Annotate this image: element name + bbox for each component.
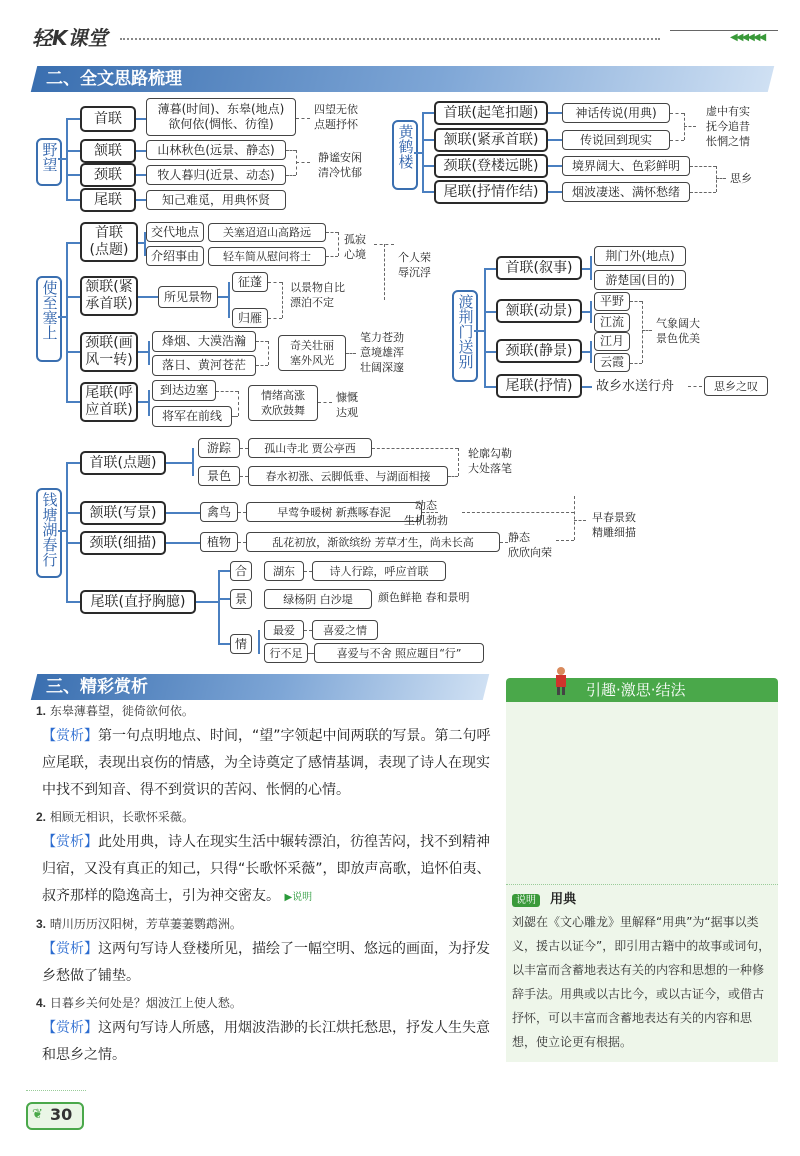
huanghe-stem: [414, 152, 422, 154]
yewang-l1a: 薄暮(时间)、东皋(地点): [157, 102, 285, 116]
yewang-d2: [286, 150, 296, 151]
qiantang-c2: [166, 512, 200, 514]
item-1-tag: 【赏析】: [42, 728, 98, 744]
qiantang-d13: [304, 571, 312, 572]
shizhi-b2: [66, 296, 80, 298]
qiantang-stem: [58, 530, 66, 532]
qiantang-l3b: 乱花初放，渐欲缤纷 芳草才生，尚未长高: [246, 532, 500, 552]
qiantang-b2: [66, 512, 80, 514]
songbie-l3b: 云霞: [594, 353, 630, 372]
qiantang-c4c: [218, 643, 230, 645]
item-2-note: 说明: [292, 892, 313, 903]
item-4-tag: 【赏析】: [42, 1020, 98, 1036]
shizhi-n4: [278, 335, 346, 371]
songbie-spine: [484, 268, 486, 386]
shizhi-d6: [268, 282, 282, 283]
shizhi-l2c: 归雁: [232, 308, 268, 328]
shizhi-c3: [138, 351, 148, 353]
shizhi-d7: [268, 318, 282, 319]
side-header: [512, 888, 576, 907]
qiantang-l4a: 合: [230, 561, 252, 581]
shizhi-n1: 孤寂 心境: [344, 233, 366, 261]
item-3-num: 3.: [36, 917, 47, 931]
shizhi-l2b: 征蓬: [232, 272, 268, 292]
huanghe-l1a: 神话传说(用典): [562, 103, 670, 123]
shizhi-d1: [326, 232, 338, 233]
item-3-tag: 【赏析】: [42, 941, 98, 957]
huanghe-l1: 首联(起笔扣题): [434, 101, 548, 125]
item-2-text: 此处用典，诗人在现实生活中辗转漂泊，彷徨苦闷，找不到精神归宿，又没有真正的知己，只得“长歌怀采薇”，即放声高歌，追怀伯夷、叔齐那样的隐逸高士，引为神交密友。: [42, 834, 491, 904]
shizhi-l2a: 所见景物: [158, 286, 218, 308]
qiantang-l4c: 情: [230, 634, 252, 654]
songbie-l4a: 故乡水送行舟: [596, 378, 675, 393]
huanghe-d1: [670, 113, 684, 114]
yewang-l2a: 山林秋色(远景、静态): [146, 140, 286, 160]
shizhi-title: 使至塞上: [36, 276, 62, 362]
huanghe-d6: [690, 192, 716, 193]
shizhi-l1: 首联 (点题): [80, 222, 138, 262]
songbie-n1: 气象阔大 景色优美: [656, 317, 700, 345]
songbie-b1: [484, 268, 496, 270]
songbie-d2: [630, 363, 642, 364]
huanghe-n2: 思乡: [730, 172, 752, 185]
yewang-l1: 首联: [80, 106, 136, 132]
yewang-n2: 静谧安闲 清冷忧郁: [318, 151, 362, 179]
item-2-note-link[interactable]: ▶说明: [284, 892, 313, 903]
item-2-quote: 相顾无相识，长歌怀采薇。: [49, 810, 194, 824]
huanghe-c4: [548, 191, 562, 193]
shizhi-d2: [326, 256, 338, 257]
shizhi-b1: [66, 242, 80, 244]
item-3-text: 这两句写诗人登楼所见，描绘了一幅空明、悠远的画面，为抒发乡愁做了铺垫。: [42, 941, 490, 984]
songbie-c4: [582, 386, 592, 388]
qiantang-c1v: [192, 448, 194, 476]
section3-title: 三、精彩赏析: [31, 674, 489, 700]
songbie-c2v: [590, 301, 592, 323]
songbie-l1b: 游楚国(目的): [594, 270, 686, 290]
yewang-l1b: 欲何依(惆怅、彷徨): [168, 117, 274, 131]
shizhi-l4: 尾联(呼 应首联): [80, 382, 138, 422]
songbie-title: 渡荆门送别: [452, 290, 478, 382]
qiantang-l4: 尾联(直抒胸臆): [80, 590, 196, 614]
qiantang-c3: [166, 542, 200, 544]
qiantang-c4b: [218, 598, 230, 600]
shizhi-l3a: 烽烟、大漠浩瀚: [152, 331, 256, 352]
qiantang-l4k: 喜爱与不舍 照应题目“行”: [314, 643, 484, 663]
qiantang-l3: 颈联(细描): [80, 531, 166, 555]
shizhi-n6-text: 情绪高涨 欢欣鼓舞: [261, 389, 305, 417]
huanghe-d5: [690, 166, 716, 167]
yewang-l1-box: [146, 98, 296, 136]
qiantang-n1: 轮廓勾勒 大处落笔: [468, 447, 512, 475]
huanghe-d8: [716, 178, 726, 179]
qiantang-l4f: 绿杨阴 白沙堤: [264, 589, 372, 609]
yewang-c4: [136, 199, 146, 201]
yewang-stem: [58, 158, 66, 160]
yewang-l4a: 知己难觅，用典怀贤: [146, 190, 286, 210]
item-1: [36, 702, 496, 804]
qiantang-c1: [166, 462, 192, 464]
shizhi-l4a: 到达边塞: [152, 380, 216, 401]
side-banner-text: 引趣·激思·结法: [586, 681, 686, 699]
item-4-num: 4.: [36, 996, 47, 1010]
qiantang-c4v: [218, 570, 220, 644]
songbie-l2: 颔联(动景): [496, 299, 582, 323]
shizhi-n3: 以景物自比 漂泊不定: [290, 281, 345, 309]
shizhi-n5: 笔力苍劲 意境雄浑 壮阔深邃: [360, 331, 404, 374]
shizhi-d9: [256, 341, 268, 342]
huanghe-l3: 颈联(登楼远眺): [434, 154, 548, 178]
item-1-num: 1.: [36, 704, 47, 718]
side-banner: [506, 678, 778, 702]
qiantang-d5: [238, 512, 246, 513]
qiantang-l4d: 湖东: [264, 561, 304, 581]
shizhi-b3: [66, 351, 80, 353]
header-logo: [32, 22, 108, 51]
songbie-b3: [484, 351, 496, 353]
page-number: 30: [50, 1105, 73, 1124]
page-number-box: [26, 1102, 84, 1130]
songbie-l4: 尾联(抒情): [496, 374, 582, 398]
huanghe-spine: [422, 112, 424, 192]
qiantang-n3: 静态 欣欣向荣: [508, 531, 552, 559]
qiantang-l4b: 景: [230, 589, 252, 609]
shizhi-d16: [318, 402, 332, 403]
yewang-spine: [66, 118, 68, 200]
huanghe-l2a: 传说回到现实: [562, 130, 670, 150]
qiantang-d2: [372, 448, 458, 449]
yewang-d1: [296, 118, 310, 119]
qiantang-l1: 首联(点题): [80, 451, 166, 475]
huanghe-b4: [422, 191, 434, 193]
yewang-c1: [136, 118, 146, 120]
yewang-b2: [66, 150, 80, 152]
item-3-quote: 晴川历历汉阳树，芳草萋萋鹦鹉洲。: [49, 917, 242, 931]
shizhi-l4b: 将军在前线: [152, 406, 232, 427]
header-arrows-icon: ◀◀◀◀◀◀: [730, 32, 765, 43]
huanghe-n1: 虚中有实 抚今追昔 怅惘之情: [706, 105, 750, 148]
yewang-title: 野望: [36, 138, 62, 186]
songbie-b2: [484, 311, 496, 313]
appreciation-list: [36, 702, 496, 1069]
yewang-l3: 颈联: [80, 163, 136, 187]
huanghe-b3: [422, 165, 434, 167]
item-1-quote: 东皋薄暮望，徙倚欲何依。: [49, 704, 194, 718]
qiantang-d12: [574, 520, 586, 521]
shizhi-l3: 颈联(画 风一转): [80, 332, 138, 372]
huanghe-l4a: 烟波凄迷、满怀愁绪: [562, 182, 690, 202]
item-3: [36, 915, 496, 990]
qiantang-l4h: 最爱: [264, 620, 304, 640]
qiantang-l4g: 颜色鲜艳 春和景明: [378, 591, 470, 604]
item-4-text: 这两句写诗人所感，用烟波浩渺的长江烘托愁思，抒发人生失意和思乡之情。: [42, 1020, 490, 1063]
shizhi-spine: [66, 242, 68, 402]
yewang-l2: 颔联: [80, 139, 136, 163]
qiantang-b1: [66, 462, 80, 464]
shizhi-l3b: 落日、黄河苍茫: [152, 355, 256, 376]
qiantang-l4j: 行不足: [264, 643, 308, 663]
item-4: [36, 994, 496, 1069]
shizhi-n4-text: 奇关壮丽 塞外风光: [290, 339, 334, 367]
item-1-text: 第一句点明地点、时间，“望”字领起中间两联的写景。第二句呼应尾联，表现出哀伤的情感，为全诗奠定了感情基调，表现了诗人在现实中找不到知音、得不到赏识的苦闷、怅惘的心情。: [42, 728, 491, 798]
shizhi-d15: [238, 391, 239, 416]
shizhi-c4: [138, 401, 148, 403]
huanghe-l4: 尾联(抒情作结): [434, 180, 548, 204]
person-icon: [552, 666, 570, 696]
yewang-d3: [286, 175, 296, 176]
songbie-c1v: [590, 256, 592, 280]
qiantang-d10: [556, 540, 574, 541]
yewang-c2: [136, 150, 146, 152]
huanghe-b2: [422, 139, 434, 141]
side-title: 用典: [550, 892, 577, 907]
yewang-c3: [136, 174, 146, 176]
shizhi-l2: 颔联(紧 承首联): [80, 276, 138, 316]
shizhi-n2: 个人荣 辱沉浮: [398, 251, 431, 279]
item-2: [36, 808, 496, 911]
qiantang-l1a: 游踪: [198, 438, 240, 458]
shizhi-b4: [66, 401, 80, 403]
qiantang-l2: 颔联(写景): [80, 501, 166, 525]
shizhi-n7: 慷慨 达观: [336, 391, 358, 419]
huanghe-d4: [684, 126, 696, 127]
shizhi-d8: [282, 282, 283, 318]
qiantang-d14: [304, 630, 312, 631]
huanghe-c2: [548, 139, 562, 141]
shizhi-c2b: [218, 296, 228, 298]
huanghe-b1: [422, 112, 434, 114]
side-panel-border: [506, 884, 778, 885]
qiantang-d11: [574, 496, 575, 540]
qiantang-d1b: [240, 476, 248, 477]
songbie-d5: [688, 386, 702, 387]
songbie-c1: [582, 268, 590, 270]
shizhi-d12: [346, 353, 356, 354]
yewang-b4: [66, 199, 80, 201]
qiantang-title: 钱塘湖春行: [36, 488, 62, 578]
shizhi-c2: [138, 296, 158, 298]
qiantang-c4a: [218, 570, 230, 572]
shizhi-l1c: 关塞迢迢山高路远: [208, 223, 326, 242]
yewang-l3a: 牧人暮归(近景、动态): [146, 165, 286, 185]
songbie-d1: [630, 301, 642, 302]
item-2-num: 2.: [36, 810, 47, 824]
shizhi-l1b: 介绍事由: [146, 246, 204, 266]
songbie-c3: [582, 351, 590, 353]
songbie-b4: [484, 386, 496, 388]
huanghe-c1: [548, 112, 562, 114]
yewang-b1: [66, 118, 80, 120]
songbie-l1: 首联(叙事): [496, 256, 582, 280]
songbie-c2: [582, 311, 590, 313]
qiantang-l1b: 景色: [198, 466, 240, 486]
huanghe-title: 黄鹤楼: [392, 120, 418, 190]
section2-title: 二、全文思路梳理: [31, 66, 774, 92]
shizhi-l1d: 轻车简从慰问将士: [208, 247, 326, 266]
shizhi-d11: [268, 341, 269, 365]
songbie-n2: 思乡之叹: [704, 376, 768, 396]
qiantang-b4: [66, 601, 80, 603]
qiantang-d7: [238, 542, 246, 543]
side-text: 刘勰在《文心雕龙》里解释“用典”为“据事以类义，援古以证今”，即引用古籍中的故事或词句，以丰富而含蓄地表达有关的内容和思想的一种修辞手法。用典或以古比今，或以古证今，或借古抒怀，可以丰富而含蓄地表达有关的内容和思想，使立论更有根据。: [512, 915, 771, 1049]
qiantang-c5v: [258, 630, 260, 654]
yewang-l4: 尾联: [80, 188, 136, 212]
qiantang-l2a: 禽鸟: [200, 502, 238, 522]
qiantang-d9: [462, 512, 574, 513]
shizhi-c4v: [148, 390, 150, 416]
header-dotted-rule: [120, 38, 660, 40]
qiantang-n2: 动态 生机勃勃: [404, 499, 448, 527]
huanghe-c3: [548, 165, 562, 167]
songbie-c3v: [590, 341, 592, 363]
songbie-d4: [642, 330, 652, 331]
qiantang-d3: [448, 476, 458, 477]
qiantang-d1a: [240, 448, 248, 449]
shizhi-l1a: 交代地点: [146, 222, 204, 242]
shizhi-c2v: [228, 282, 230, 318]
qiantang-l4e: 诗人行踪，呼应首联: [312, 561, 446, 581]
qiantang-l1d: 春水初涨、云脚低垂、与湖面相接: [248, 466, 448, 486]
leaf-icon: ❦: [32, 1107, 43, 1122]
songbie-stem: [474, 330, 484, 332]
item-4-quote: 日暮乡关何处是？烟波江上使人愁。: [49, 996, 242, 1010]
header-rule: [670, 30, 778, 31]
shizhi-n6: [248, 385, 318, 421]
shizhi-d14: [232, 416, 238, 417]
huanghe-l3a: 境界阔大、色彩鲜明: [562, 156, 690, 176]
songbie-d3: [642, 301, 643, 363]
shizhi-d10: [256, 365, 268, 366]
qiantang-l4i: 喜爱之情: [312, 620, 378, 640]
item-2-tag: 【赏析】: [42, 834, 98, 850]
footer-rule: [26, 1090, 86, 1091]
songbie-l2b: 江流: [594, 313, 630, 332]
qiantang-c4: [196, 601, 218, 603]
shizhi-c3v: [148, 341, 150, 365]
huanghe-d7: [716, 166, 717, 192]
songbie-l3: 颈联(静景): [496, 339, 582, 363]
shizhi-d13: [216, 391, 238, 392]
qiantang-d8: [500, 542, 508, 543]
songbie-l1a: 荆门外(地点): [594, 246, 686, 266]
qiantang-spine: [66, 462, 68, 602]
yewang-d5: [296, 162, 310, 163]
qiantang-l1c: 孤山寺北 贾公亭西: [248, 438, 372, 458]
yewang-b3: [66, 174, 80, 176]
qiantang-l2b: 早莺争暖树 新燕啄春泥: [246, 502, 422, 522]
huanghe-l2: 颔联(紧承首联): [434, 128, 548, 152]
songbie-l2a: 平野: [594, 292, 630, 311]
qiantang-n4: 早春景致 精雕细描: [592, 511, 636, 539]
logo-text: 轻K课堂: [32, 26, 108, 50]
shizhi-d3: [338, 232, 339, 256]
yewang-n1: 四望无依 点题抒怀: [314, 103, 358, 131]
huanghe-d2: [670, 140, 684, 141]
shizhi-stem: [58, 316, 66, 318]
qiantang-d4: [458, 448, 459, 476]
qiantang-b3: [66, 542, 80, 544]
side-badge: 说明: [512, 894, 540, 907]
qiantang-l3a: 植物: [200, 532, 238, 552]
songbie-l3a: 江月: [594, 332, 630, 351]
shizhi-d5: [384, 244, 385, 300]
